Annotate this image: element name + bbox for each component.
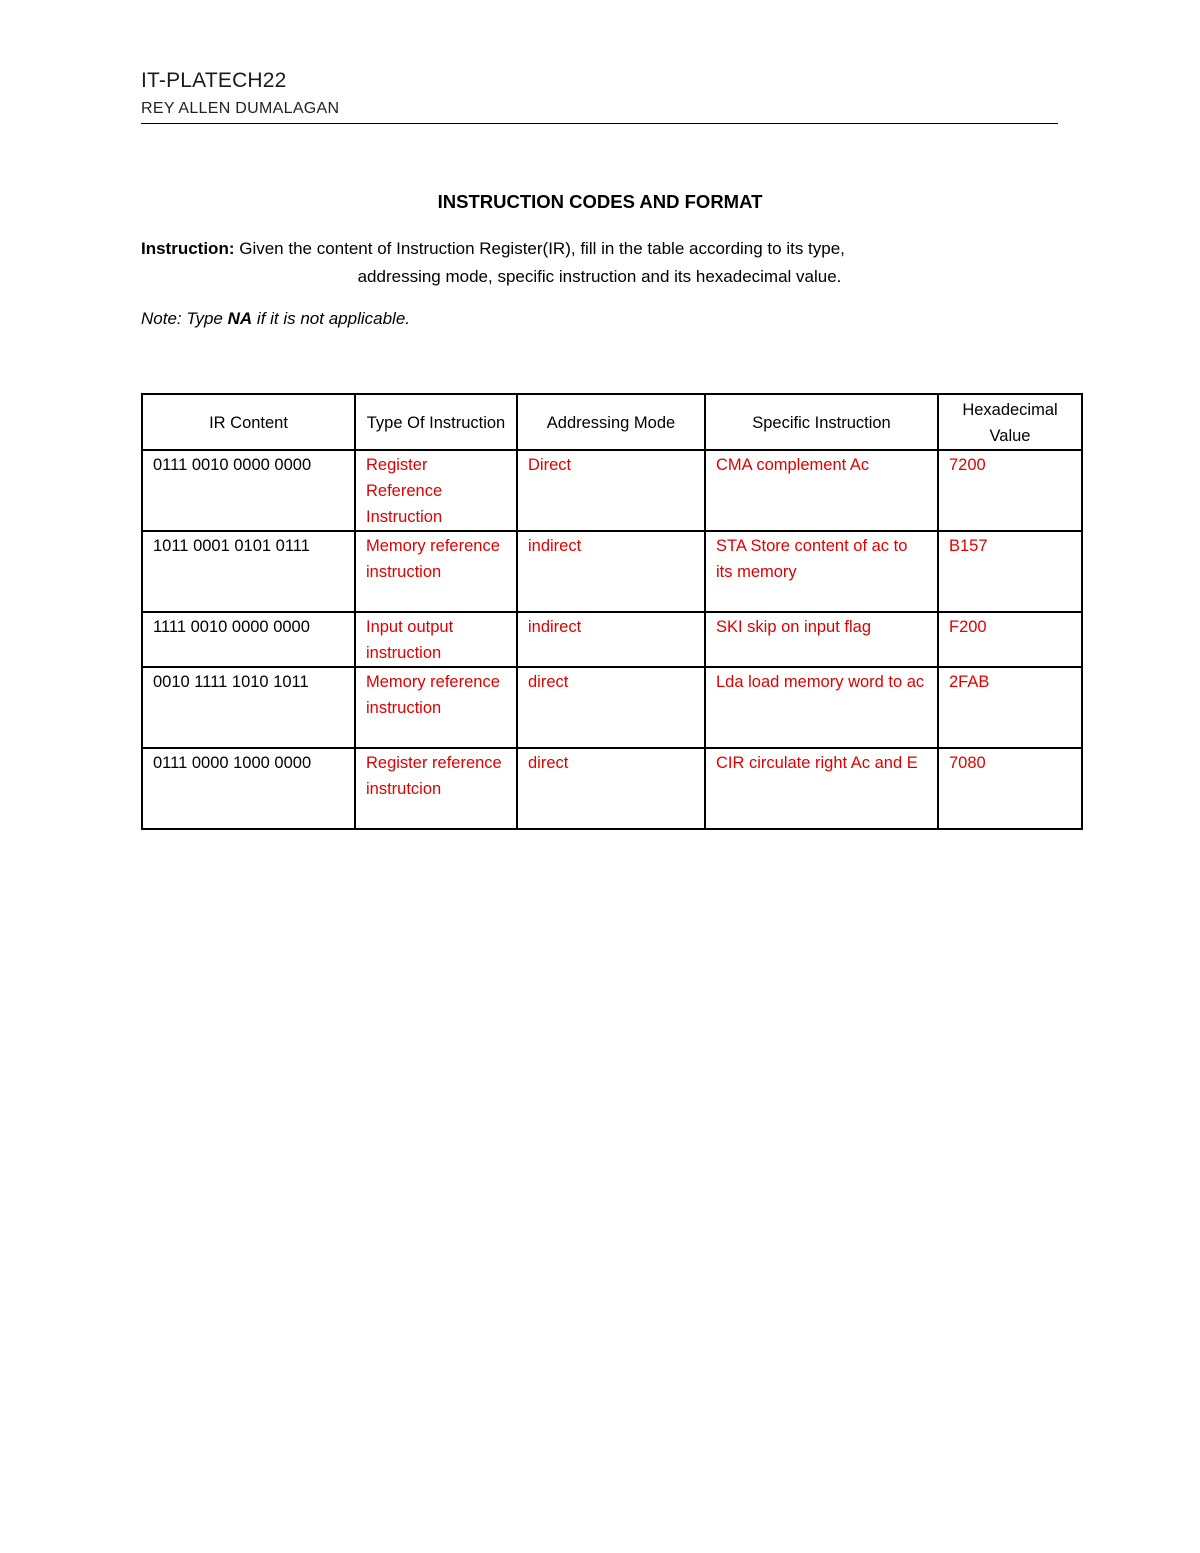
cell-mode: direct [517, 748, 705, 829]
instruction-line-2: addressing mode, specific instruction and its hexadecimal value. [357, 267, 842, 286]
cell-mode: Direct [517, 450, 705, 531]
header-type-of-instruction: Type Of Instruction [355, 394, 517, 450]
document-title: INSTRUCTION CODES AND FORMAT [437, 191, 763, 212]
note-prefix: Note: Type [141, 309, 228, 328]
cell-specific: CIR circulate right Ac and E [705, 748, 938, 829]
header-ir-content: IR Content [142, 394, 355, 450]
header-addressing-mode: Addressing Mode [517, 394, 705, 450]
instruction-line-1: Given the content of Instruction Register(IR), fill in the table according to its type, [234, 239, 845, 258]
table-header-row [142, 394, 1082, 450]
cell-ir-content: 0111 0010 0000 0000 [142, 450, 355, 531]
header-divider [141, 123, 1058, 124]
course-code: IT-PLATECH22 [141, 69, 287, 92]
cell-hex: 2FAB [938, 667, 1082, 748]
note-suffix: if it is not applicable. [252, 309, 410, 328]
cell-specific: STA Store content of ac to its memory [705, 531, 938, 612]
note-na: NA [227, 309, 253, 328]
cell-hex: B157 [938, 531, 1082, 612]
cell-ir-content: 0010 1111 1010 1011 [142, 667, 355, 748]
note [141, 309, 410, 329]
cell-mode: direct [517, 667, 705, 748]
cell-type: Register reference instrutcion [355, 748, 517, 829]
table-row [142, 667, 1082, 748]
cell-hex: 7200 [938, 450, 1082, 531]
cell-type: Memory reference instruction [355, 667, 517, 748]
instruction-label: Instruction: [141, 239, 235, 258]
cell-type: Memory reference instruction [355, 531, 517, 612]
header-specific-instruction: Specific Instruction [705, 394, 938, 450]
cell-specific: SKI skip on input flag [705, 612, 938, 667]
author-name: REY ALLEN DUMALAGAN [141, 100, 340, 117]
page-header [141, 68, 1058, 119]
cell-ir-content: 1111 0010 0000 0000 [142, 612, 355, 667]
cell-type: Register Reference Instruction [355, 450, 517, 531]
cell-specific: CMA complement Ac [705, 450, 938, 531]
cell-specific: Lda load memory word to ac [705, 667, 938, 748]
cell-hex: 7080 [938, 748, 1082, 829]
cell-hex: F200 [938, 612, 1082, 667]
header-hexadecimal-value: Hexadecimal Value [938, 394, 1082, 450]
table-row [142, 531, 1082, 612]
table-row [142, 450, 1082, 531]
cell-mode: indirect [517, 612, 705, 667]
instruction-paragraph [141, 235, 1058, 291]
cell-type: Input output instruction [355, 612, 517, 667]
cell-ir-content: 0111 0000 1000 0000 [142, 748, 355, 829]
table-row [142, 612, 1082, 667]
cell-mode: indirect [517, 531, 705, 612]
instruction-table [141, 393, 1083, 830]
cell-ir-content: 1011 0001 0101 0111 [142, 531, 355, 612]
table-row [142, 748, 1082, 829]
